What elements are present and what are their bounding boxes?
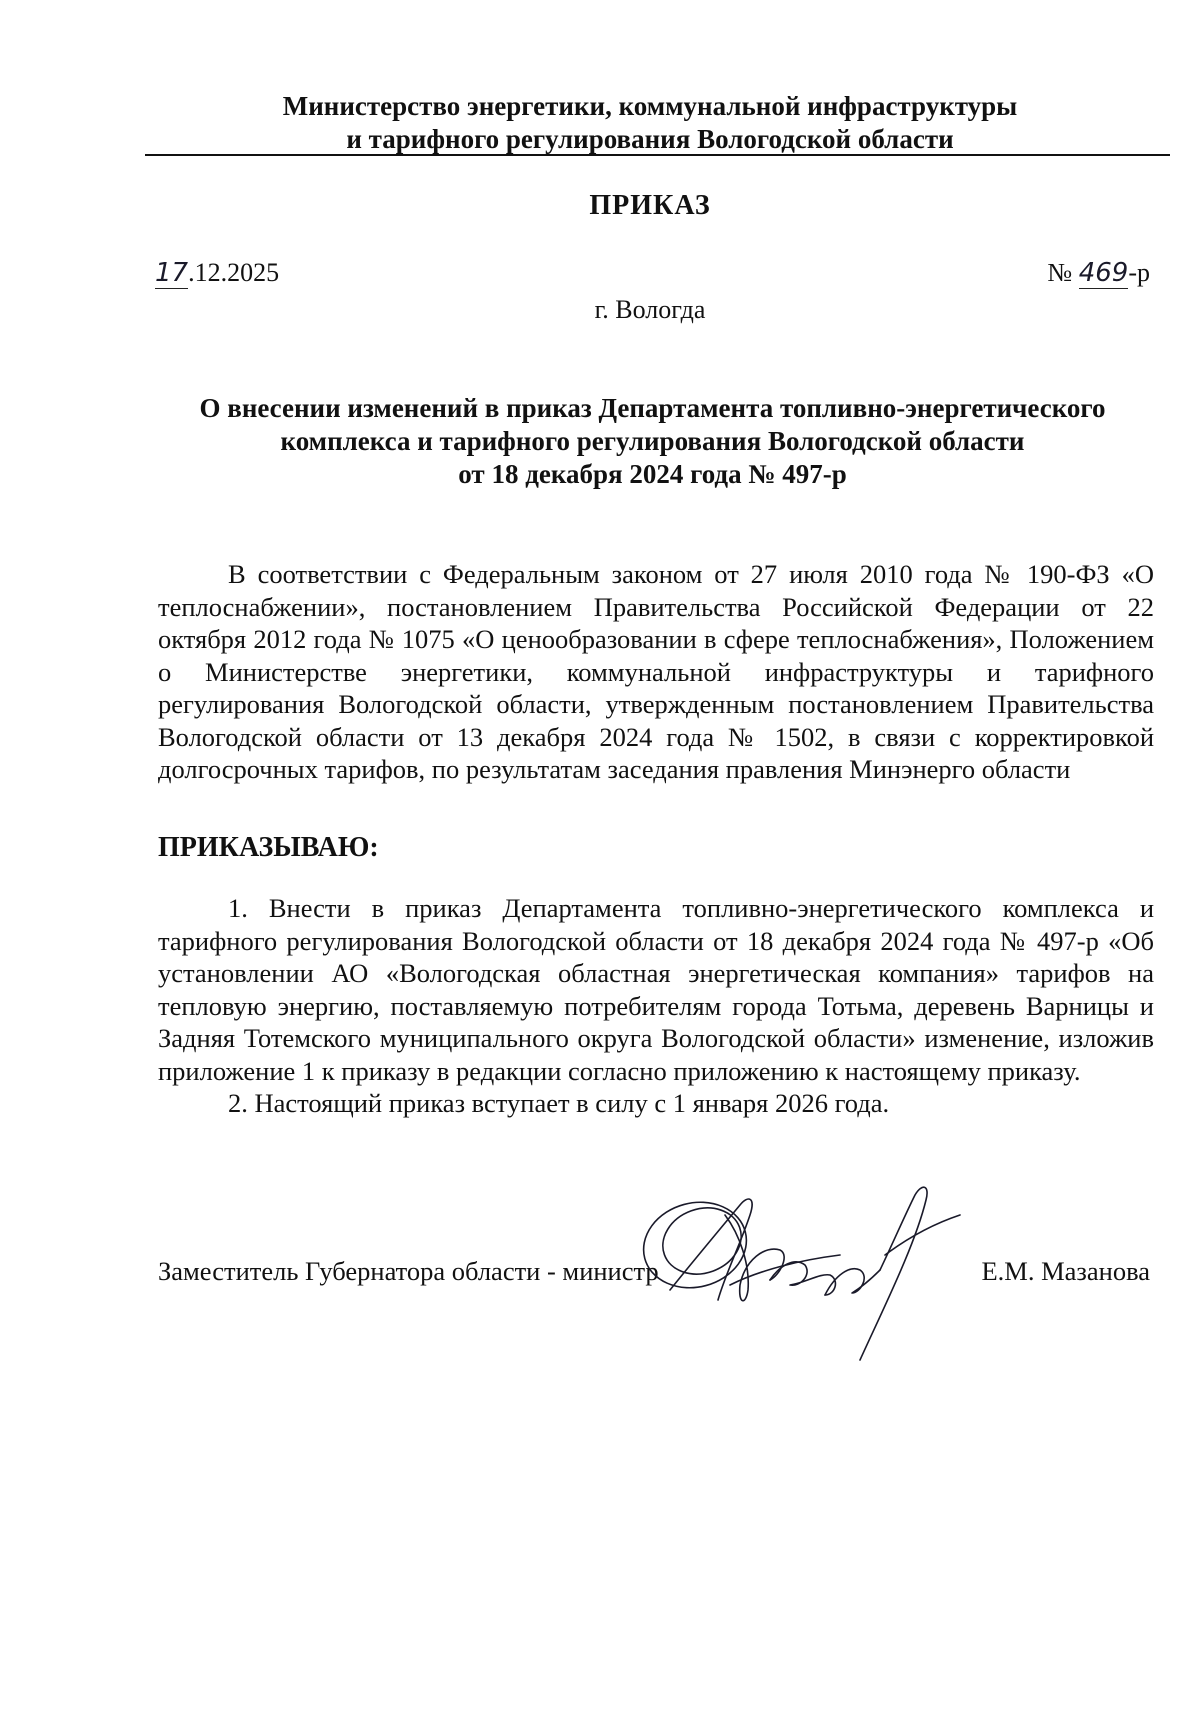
header-divider: [145, 154, 1170, 156]
ministry-header-line2: и тарифного регулирования Вологодской области: [346, 124, 954, 154]
ministry-header: [145, 90, 1155, 156]
document-subject: [150, 392, 1155, 491]
order-item-1: 1. Внести в приказ Департамента топливно-энергетического комплекса и тарифного регулирования Вологодской области от 18 декабря 2024 года № 497-р «Об установлении АО «Вологодская областная энергетическая компания» тарифов на тепловую энергию, поставляемую потребителям города Тотьма, деревень Варницы и Задняя Тотемского муниципального округа Вологодской области» изменение, изложив приложение 1 к приказу в редакции согласно приложению к настоящему приказу.: [158, 893, 1154, 1086]
signatory-name: Е.М. Мазанова: [981, 1256, 1150, 1286]
signatory-position: Заместитель Губернатора области - министр: [158, 1256, 659, 1286]
document-title: ПРИКАЗ: [589, 190, 711, 221]
handwritten-day: 17: [155, 258, 189, 288]
handwritten-signature: [630, 1175, 1010, 1375]
number-suffix: -р: [1128, 258, 1150, 287]
document-city: г. Вологда: [594, 295, 706, 324]
document-date: [155, 258, 279, 289]
order-word: ПРИКАЗЫВАЮ:: [158, 832, 379, 863]
subject-line1: О внесении изменений в приказ Департамента топливно-энергетического: [199, 393, 1106, 423]
preamble-paragraph: В соответствии с Федеральным законом от 27 июля 2010 года № 190-ФЗ «О теплоснабжении», постановлением Правительства Российской Федерации от 22 октября 2012 года № 1075 «О ценообразовании в сфере теплоснабжения», Положением о Министерстве энергетики, коммунальной инфраструктуры и тарифного регулирования Вологодской области, утвержденным постановлением Правительства Вологодской области от 13 декабря 2024 года № 1502, в связи с корректировкой долгосрочных тарифов, по результатам заседания правления Минэнерго области: [158, 559, 1154, 784]
number-prefix: №: [1047, 258, 1073, 287]
order-items: [158, 892, 1154, 1120]
preamble: [158, 558, 1154, 786]
subject-line3: от 18 декабря 2024 года № 497-р: [458, 459, 847, 489]
order-item-2: 2. Настоящий приказ вступает в силу с 1 января 2026 года.: [228, 1088, 890, 1118]
document-number: [1047, 258, 1150, 289]
subject-line2: комплекса и тарифного регулирования Вологодской области: [280, 426, 1025, 456]
handwritten-number: 469: [1078, 258, 1129, 288]
date-printed: .12.2025: [188, 258, 280, 287]
ministry-header-line1: Министерство энергетики, коммунальной инфраструктуры: [282, 91, 1018, 121]
